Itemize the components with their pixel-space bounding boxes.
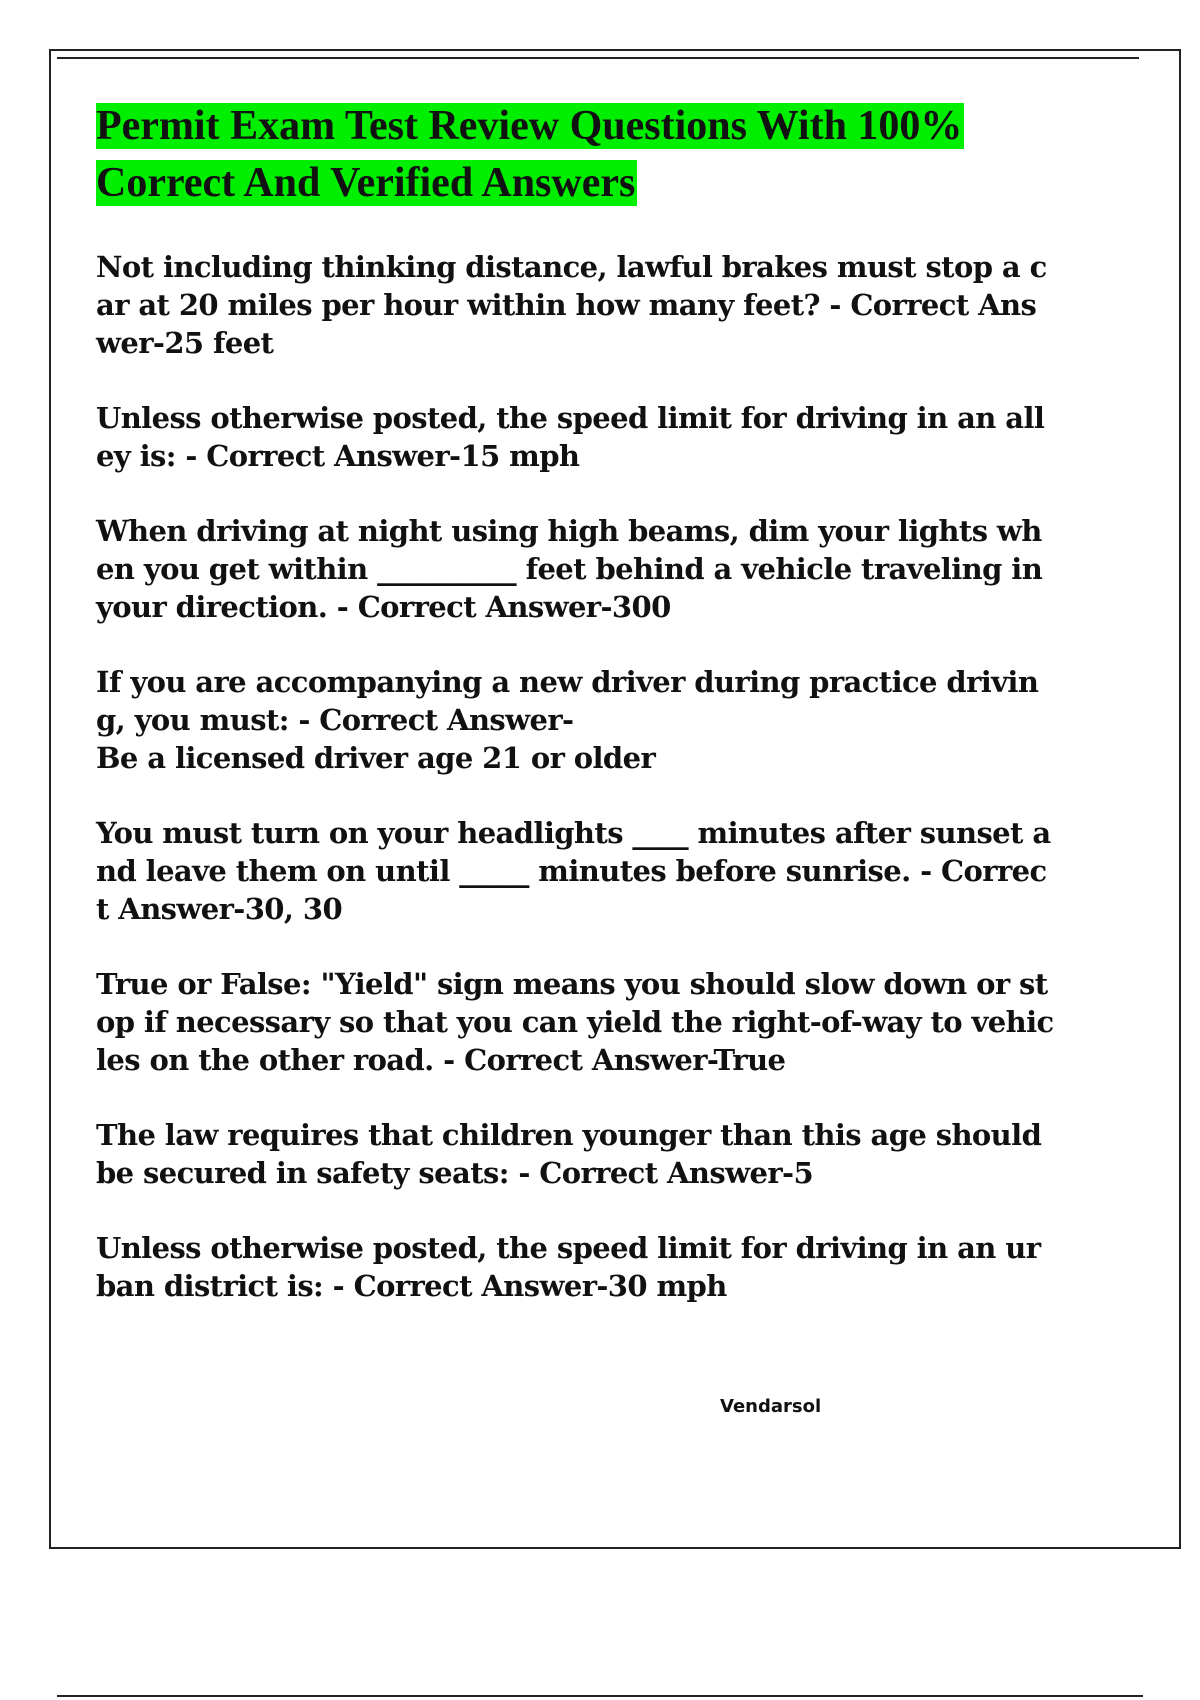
qa-item-3: When driving at night using high beams, dim your lights when you get within __________ feet behind a vehicle traveling in your direction. - Correct Answer-300 bbox=[96, 514, 1043, 624]
top-rule bbox=[57, 57, 1139, 59]
qa-item-4: If you are accompanying a new driver during practice driving, you must: - Correct Answer- Be a licensed driver age 21 or older bbox=[96, 665, 1039, 775]
bottom-rule bbox=[57, 1695, 1143, 1697]
qa-item-5: You must turn on your headlights ____ minutes after sunset and leave them on until _____ minutes before sunrise. - Correct Answer-30, 30 bbox=[96, 816, 1051, 926]
qa-item-1: Not including thinking distance, lawful brakes must stop a car at 20 miles per hour within how many feet? - Correct Answer-25 feet bbox=[96, 250, 1047, 360]
qa-item-7: The law requires that children younger than this age should be secured in safety seats: - Correct Answer-5 bbox=[96, 1118, 1042, 1190]
qa-item-2: Unless otherwise posted, the speed limit for driving in an alley is: - Correct Answer-15 mph bbox=[96, 401, 1045, 473]
document-title: Permit Exam Test Review Questions With 100% Correct And Verified Answers bbox=[96, 103, 963, 206]
document-content bbox=[96, 98, 1056, 1342]
title-block bbox=[96, 98, 976, 212]
qa-item-6: True or False: "Yield" sign means you should slow down or stop if necessary so that you can yield the right-of-way to vehicles on the other road. - Correct Answer-True bbox=[96, 967, 1054, 1077]
qa-item-8: Unless otherwise posted, the speed limit for driving in an urban district is: - Correct Answer-30 mph bbox=[96, 1231, 1041, 1303]
qa-list bbox=[96, 248, 1056, 1305]
footer-brand: Vendarsol bbox=[720, 1396, 822, 1417]
